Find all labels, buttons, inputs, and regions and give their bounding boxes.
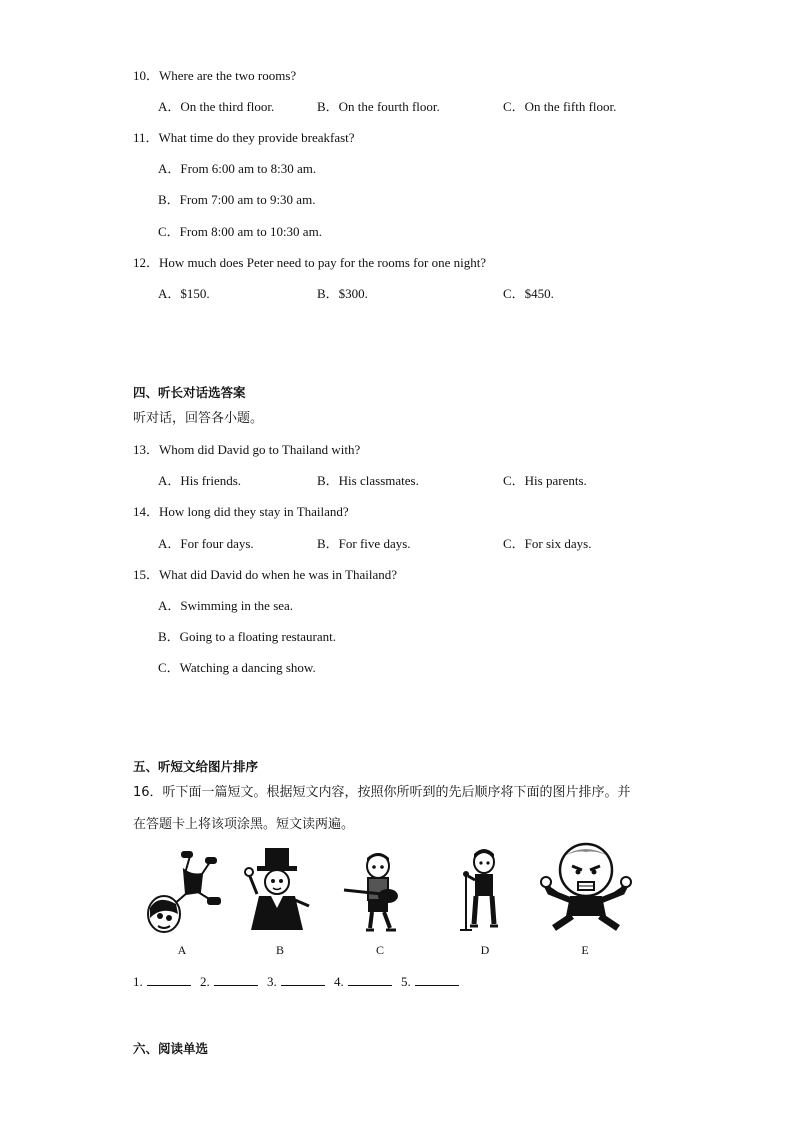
question-14-option-c[interactable]: C．For six days. (503, 536, 592, 551)
section-4-instruction: 听对话，回答各小题。 (133, 411, 264, 426)
answer-blank-2[interactable] (214, 973, 258, 986)
answer-number-2: 2. (200, 974, 210, 989)
question-14-option-b[interactable]: B．For five days. (317, 536, 411, 551)
question-14-stem: 14．How long did they stay in Thailand? (133, 504, 349, 519)
question-13-stem: 13．Whom did David go to Thailand with? (133, 442, 361, 457)
answer-blanks-row (133, 973, 465, 990)
question-15-stem: 15．What did David do when he was in Thailand? (133, 567, 398, 582)
question-10-option-c[interactable]: C．On the fifth floor. (503, 99, 617, 114)
question-15-option-b[interactable]: B．Going to a floating restaurant. (158, 629, 336, 644)
question-11-option-b[interactable]: B．From 7:00 am to 9:30 am. (158, 192, 316, 207)
answer-number-1: 1. (133, 974, 143, 989)
question-16-text-line1: 16．听下面一篇短文。根据短文内容，按照你所听到的先后顺序将下面的图片排序。并 (133, 785, 631, 800)
question-12-option-b[interactable]: B．$300. (317, 286, 368, 301)
question-16-text-line2: 在答题卡上将该项涂黑。短文读两遍。 (133, 817, 355, 832)
picture-d-label: D (480, 943, 490, 957)
question-12-stem: 12．How much does Peter need to pay for the rooms for one night? (133, 255, 487, 270)
section-4-title: 四、听长对话选答案 (133, 385, 246, 400)
picture-c-label: C (375, 943, 384, 957)
picture-d-singer (456, 848, 516, 934)
picture-c-guitar-player (342, 850, 412, 934)
question-13-option-a[interactable]: A．His friends. (158, 473, 242, 488)
question-10-stem: 10．Where are the two rooms? (133, 68, 297, 83)
answer-number-4: 4. (334, 974, 344, 989)
question-11-stem: 11．What time do they provide breakfast? (133, 130, 355, 145)
question-10-option-b[interactable]: B．On the fourth floor. (317, 99, 440, 114)
picture-a-label: A (177, 943, 187, 957)
question-12-option-c[interactable]: C．$450. (503, 286, 554, 301)
answer-number-5: 5. (401, 974, 411, 989)
section-5-title: 五、听短文给图片排序 (133, 759, 259, 774)
picture-e-label: E (581, 943, 589, 957)
picture-e-kung-fu-fighter (540, 842, 632, 932)
question-15-option-c[interactable]: C．Watching a dancing show. (158, 660, 316, 675)
question-10-option-a[interactable]: A．On the third floor. (158, 99, 275, 114)
question-11-option-a[interactable]: A．From 6:00 am to 8:30 am. (158, 161, 317, 176)
answer-number-3: 3. (267, 974, 277, 989)
section-6-title: 六、阅读单选 (133, 1041, 209, 1056)
question-13-option-b[interactable]: B．His classmates. (317, 473, 419, 488)
answer-blank-5[interactable] (415, 973, 459, 986)
picture-b-label: B (275, 943, 284, 957)
picture-a-breakdancer (142, 848, 232, 938)
answer-blank-1[interactable] (147, 973, 191, 986)
question-11-option-c[interactable]: C．From 8:00 am to 10:30 am. (158, 224, 322, 239)
question-15-option-a[interactable]: A．Swimming in the sea. (158, 598, 294, 613)
answer-blank-3[interactable] (281, 973, 325, 986)
question-12-option-a[interactable]: A．$150. (158, 286, 210, 301)
picture-b-magician (243, 844, 313, 936)
question-13-option-c[interactable]: C．His parents. (503, 473, 587, 488)
answer-blank-4[interactable] (348, 973, 392, 986)
question-14-option-a[interactable]: A．For four days. (158, 536, 254, 551)
